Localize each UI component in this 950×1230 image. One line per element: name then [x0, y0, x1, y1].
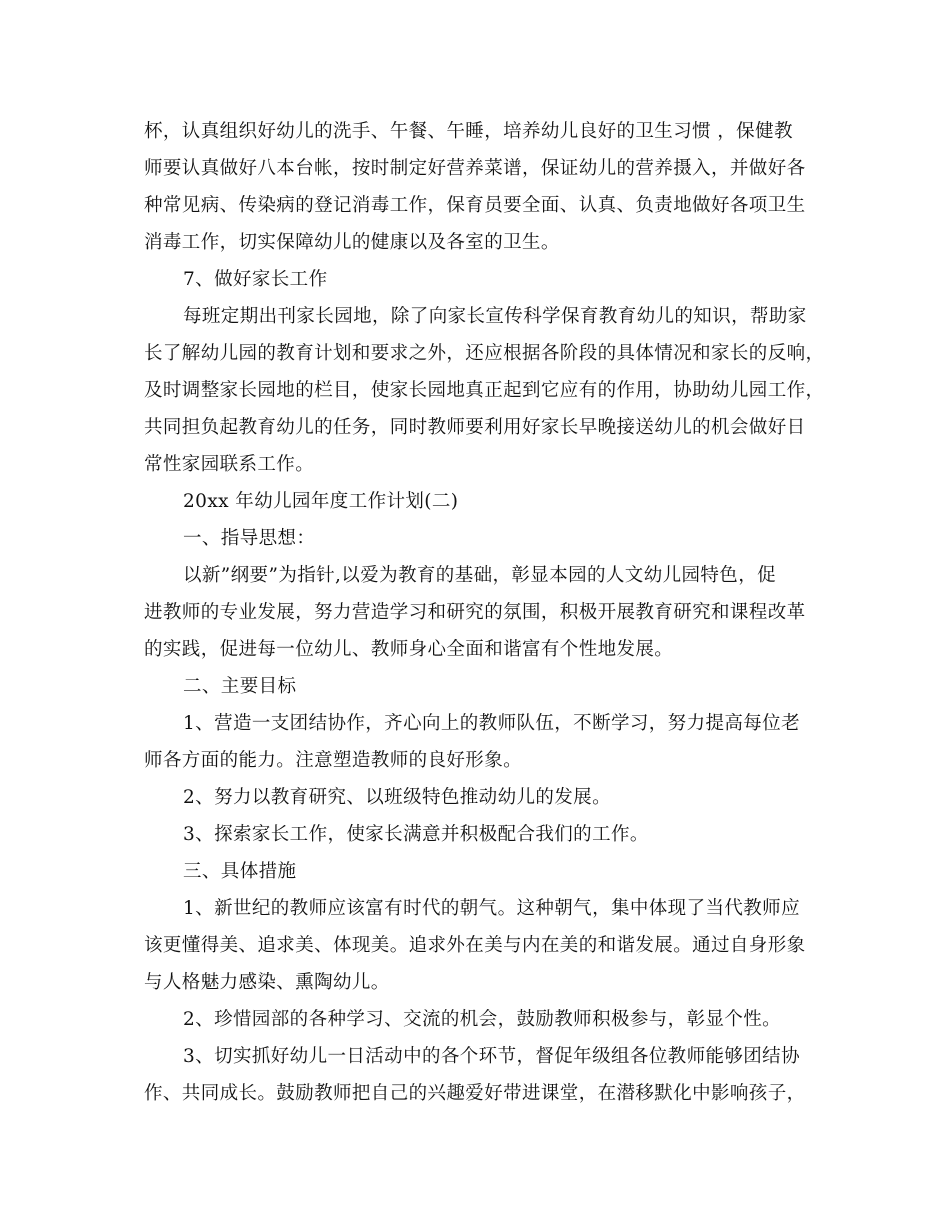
- paragraph-line: 1、营造一支团结协作，齐心向上的教师队伍，不断学习，努力提高每位老: [183, 713, 800, 734]
- paragraph-line: 作、共同成长。鼓励教师把自己的兴趣爱好带进课堂，在潜移默化中影响孩子，: [144, 1083, 806, 1104]
- section-heading: 二、主要目标: [183, 676, 297, 697]
- paragraph-line: 共同担负起教育幼儿的任务，同时教师要利用好家长早晚接送幼儿的机会做好日: [144, 417, 806, 438]
- paragraph-line: 的实践，促进每一位幼儿、教师身心全面和谐富有个性地发展。: [144, 639, 674, 660]
- section-heading: 一、指导思想：: [183, 528, 316, 549]
- paragraph-line: 常性家园联系工作。: [144, 454, 315, 475]
- paragraph-line: 师各方面的能力。注意塑造教师的良好形象。: [144, 750, 523, 771]
- paragraph-line: 以新”纲要”为指针,以爱为教育的基础，彰显本园的人文幼儿园特色，促: [183, 565, 776, 586]
- paragraph-line: 每班定期出刊家长园地，除了向家长宣传科学保育教育幼儿的知识，帮助家: [183, 306, 807, 327]
- paragraph-line: 师要认真做好八本台帐，按时制定好营养菜谱，保证幼儿的营养摄入，并做好各: [144, 158, 806, 179]
- paragraph-line: 2、努力以教育研究、以班级特色推动幼儿的发展。: [183, 787, 611, 808]
- section-heading: 7、做好家长工作: [183, 269, 328, 290]
- paragraph-line: 进教师的专业发展，努力营造学习和研究的氛围，积极开展教育研究和课程改革: [144, 602, 806, 623]
- paragraph-line: 消毒工作，切实保障幼儿的健康以及各室的卫生。: [144, 232, 560, 253]
- section-heading: 三、具体措施: [183, 861, 297, 882]
- paragraph-line: 3、切实抓好幼儿一日活动中的各个环节，督促年级组各位教师能够团结协: [183, 1046, 800, 1067]
- paragraph-line: 杯，认真组织好幼儿的洗手、午餐、午睡，培养幼儿良好的卫生习惯 ，保健教: [144, 121, 793, 142]
- paragraph-line: 2、珍惜园部的各种学习、交流的机会，鼓励教师积极参与，彰显个性。: [183, 1009, 782, 1030]
- document-title: 20xx 年幼儿园年度工作计划(二): [183, 491, 459, 512]
- paragraph-line: 及时调整家长园地的栏目，使家长园地真正起到它应有的作用，协助幼儿园工作，: [144, 380, 825, 401]
- paragraph-line: 该更懂得美、追求美、体现美。追求外在美与内在美的和谐发展。通过自身形象: [144, 935, 806, 956]
- paragraph-line: 种常见病、传染病的登记消毒工作，保育员要全面、认真、负责地做好各项卫生: [144, 195, 806, 216]
- paragraph-line: 3、探索家长工作，使家长满意并积极配合我们的工作。: [183, 824, 649, 845]
- paragraph-line: 1、新世纪的教师应该富有时代的朝气。这种朝气，集中体现了当代教师应: [183, 898, 800, 919]
- paragraph-line: 长了解幼儿园的教育计划和要求之外，还应根据各阶段的具体情况和家长的反响，: [144, 343, 825, 364]
- paragraph-line: 与人格魅力感染、熏陶幼儿。: [144, 972, 390, 993]
